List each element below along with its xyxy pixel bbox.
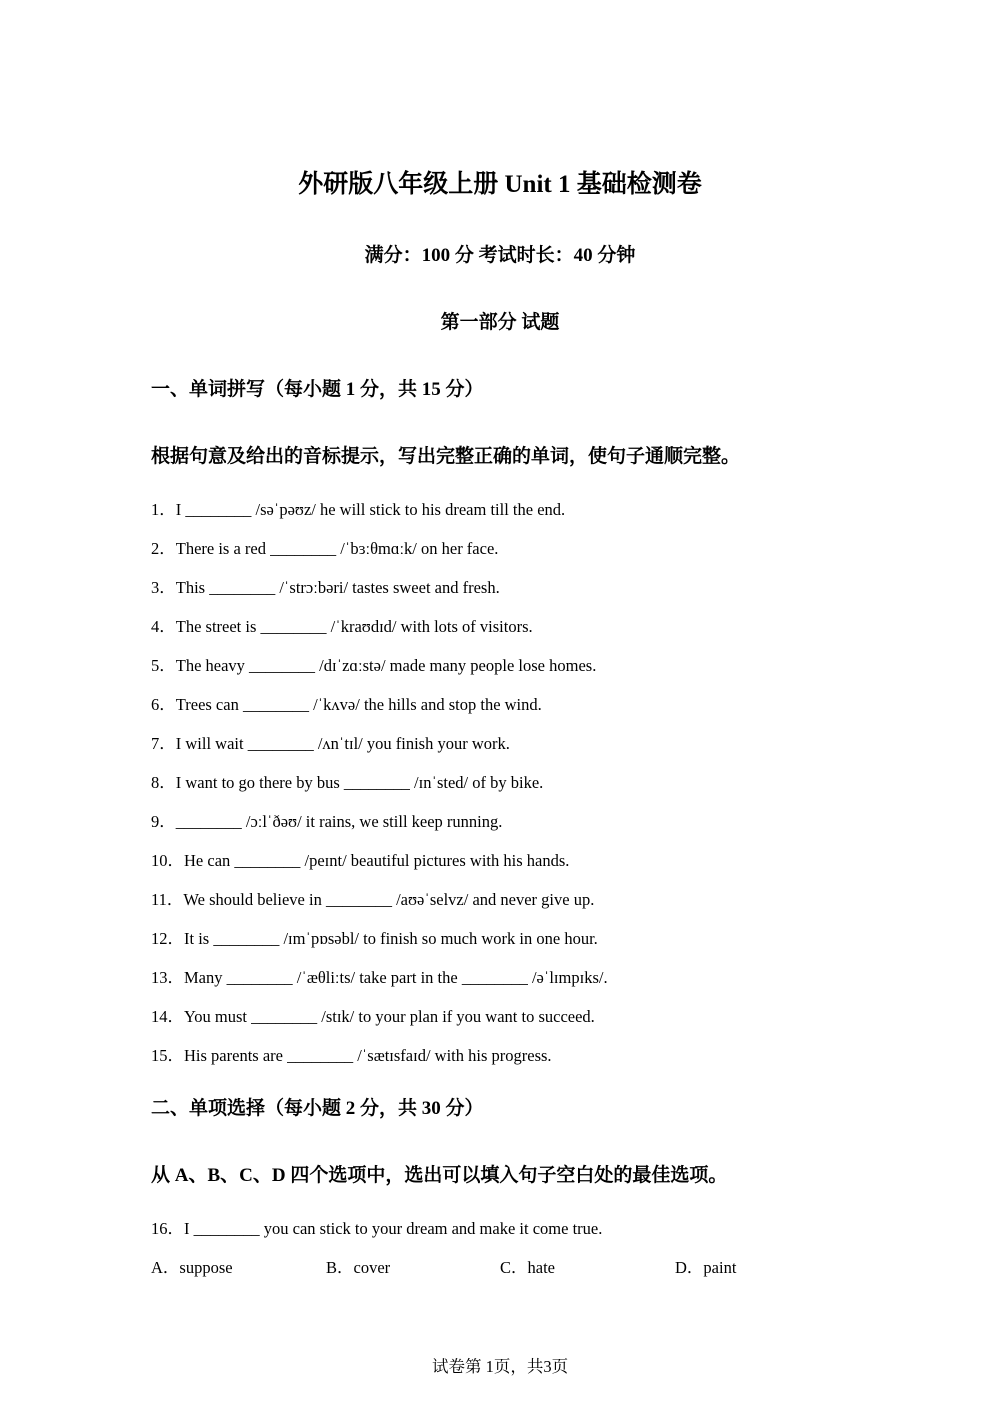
question-11 bbox=[151, 889, 594, 911]
question-16-options bbox=[151, 1257, 851, 1279]
question-7 bbox=[151, 733, 510, 755]
question-text: The heavy ________ /dɪˈzɑːstə/ made many people lose homes. bbox=[175, 656, 597, 675]
question-number: 5． bbox=[151, 656, 176, 675]
option-b: B．cover bbox=[326, 1258, 391, 1277]
question-5 bbox=[151, 655, 596, 677]
question-text: I ________ you can stick to your dream and make it come true. bbox=[184, 1219, 603, 1238]
document-title: 外研版八年级上册 Unit 1 基础检测卷 bbox=[298, 171, 702, 198]
question-15 bbox=[151, 1045, 552, 1067]
question-text: It is ________ /ɪmˈpɒsəbl/ to finish so much work in one hour. bbox=[184, 929, 598, 948]
part-title: 第一部分 试题 bbox=[440, 312, 560, 333]
option-a: A．suppose bbox=[151, 1258, 233, 1277]
question-text: I ________ /səˈpəʊz/ he will stick to his dream till the end. bbox=[175, 500, 566, 519]
question-number: 9． bbox=[151, 812, 176, 831]
question-text: ________ /ɔːlˈðəʊ/ it rains, we still keep running. bbox=[175, 812, 503, 831]
question-number: 10． bbox=[151, 851, 184, 870]
question-number: 7． bbox=[151, 734, 176, 753]
question-12 bbox=[151, 928, 598, 950]
question-3 bbox=[151, 577, 500, 599]
section1-heading: 一、单词拼写（每小题 1 分，共 15 分） bbox=[151, 379, 484, 400]
option-d: D．paint bbox=[675, 1258, 737, 1277]
question-number: 13． bbox=[151, 968, 184, 987]
question-number: 15． bbox=[151, 1046, 184, 1065]
section2-instruction: 从 A、B、C、D 四个选项中，选出可以填入句子空白处的最佳选项。 bbox=[151, 1165, 728, 1186]
page-footer: 试卷第 1页，共3页 bbox=[431, 1357, 569, 1376]
question-number: 4． bbox=[151, 617, 176, 636]
question-number: 16． bbox=[151, 1219, 184, 1238]
option-c: C．hate bbox=[500, 1258, 555, 1277]
score-and-duration: 满分：100 分 考试时长：40 分钟 bbox=[364, 245, 636, 266]
question-text: The street is ________ /ˈkraʊdɪd/ with lots of visitors. bbox=[175, 617, 533, 636]
question-10 bbox=[151, 850, 569, 872]
question-text: This ________ /ˈstrɔːbəri/ tastes sweet and fresh. bbox=[175, 578, 500, 597]
section1-instruction: 根据句意及给出的音标提示，写出完整正确的单词，使句子通顺完整。 bbox=[151, 446, 741, 467]
question-13 bbox=[151, 967, 608, 989]
question-text: I want to go there by bus ________ /ɪnˈsted/ of by bike. bbox=[175, 773, 544, 792]
question-14 bbox=[151, 1006, 595, 1028]
question-number: 12． bbox=[151, 929, 184, 948]
question-text: Many ________ /ˈæθliːts/ take part in the ________ /əˈlɪmpɪks/. bbox=[184, 968, 608, 987]
question-number: 11． bbox=[151, 890, 184, 909]
question-number: 6． bbox=[151, 695, 176, 714]
question-number: 2． bbox=[151, 539, 176, 558]
question-number: 3． bbox=[151, 578, 176, 597]
section2-heading: 二、单项选择（每小题 2 分，共 30 分） bbox=[151, 1098, 484, 1119]
question-number: 8． bbox=[151, 773, 176, 792]
question-number: 1． bbox=[151, 500, 176, 519]
question-6 bbox=[151, 694, 542, 716]
question-text: We should believe in ________ /aʊəˈselvz/ and never give up. bbox=[183, 890, 595, 909]
question-text: You must ________ /stɪk/ to your plan if you want to succeed. bbox=[184, 1007, 595, 1026]
question-number: 14． bbox=[151, 1007, 184, 1026]
question-2 bbox=[151, 538, 498, 560]
question-text: His parents are ________ /ˈsætɪsfaɪd/ with his progress. bbox=[184, 1046, 552, 1065]
question-1 bbox=[151, 499, 565, 521]
question-8 bbox=[151, 772, 543, 794]
question-text: I will wait ________ /ʌnˈtɪl/ you finish your work. bbox=[175, 734, 510, 753]
question-text: Trees can ________ /ˈkʌvə/ the hills and stop the wind. bbox=[175, 695, 542, 714]
question-9 bbox=[151, 811, 502, 833]
question-4 bbox=[151, 616, 533, 638]
question-16 bbox=[151, 1218, 602, 1240]
question-text: There is a red ________ /ˈbɜːθmɑːk/ on her face. bbox=[175, 539, 499, 558]
question-text: He can ________ /peɪnt/ beautiful pictures with his hands. bbox=[184, 851, 570, 870]
